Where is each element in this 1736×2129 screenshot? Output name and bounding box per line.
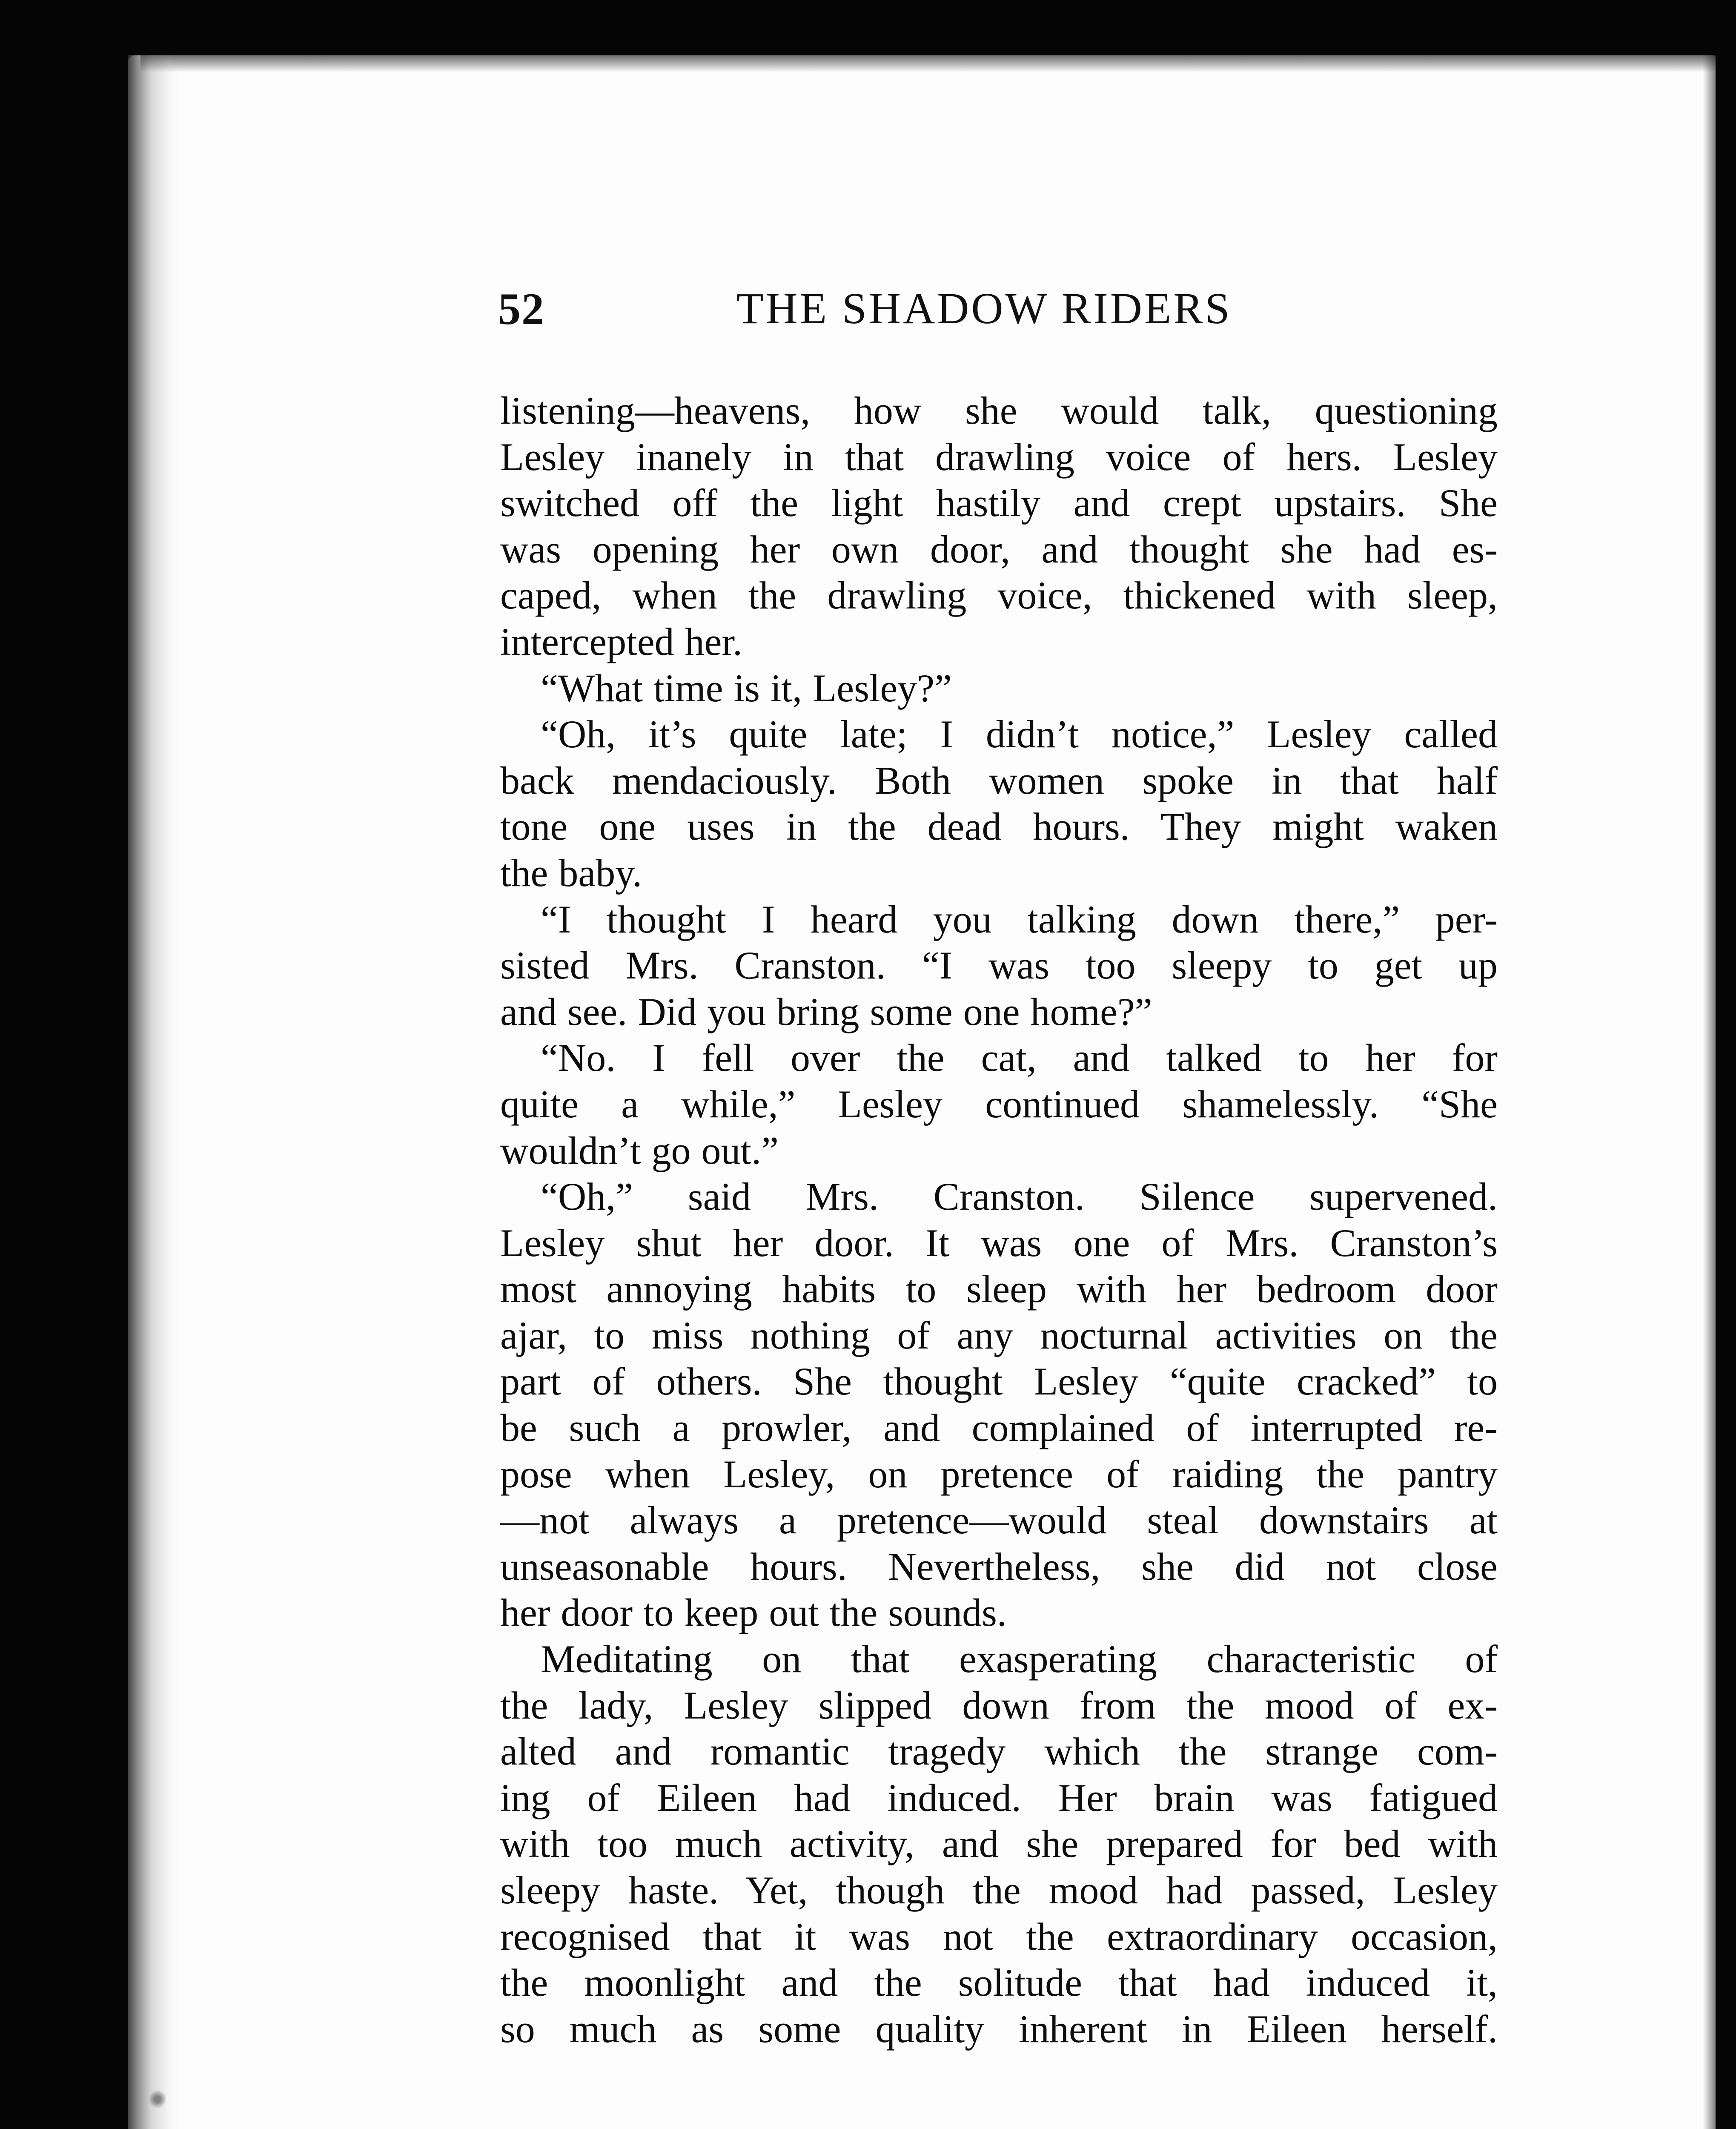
text-line: alted and romantic tragedy which the strange com- xyxy=(500,1730,1498,1773)
ink-speck xyxy=(149,2086,166,2112)
text-line: back mendaciously. Both women spoke in that half xyxy=(500,758,1498,802)
text-line: sisted Mrs. Cranston. “I was too sleepy to get up xyxy=(500,944,1498,987)
page-top-edge xyxy=(140,55,1716,72)
text-line: the moonlight and the solitude that had induced it, xyxy=(500,1961,1498,2005)
text-line: “No. I fell over the cat, and talked to her for xyxy=(541,1036,1498,1080)
body-text xyxy=(500,387,1498,2052)
book-title: THE SHADOW RIDERS xyxy=(736,284,1232,333)
text-line: —not always a pretence—would steal downstairs at xyxy=(500,1498,1498,1542)
text-line: “What time is it, Lesley?” xyxy=(541,666,952,710)
text-line: listening—heavens, how she would talk, questioning xyxy=(500,389,1498,432)
text-line: ajar, to miss nothing of any nocturnal activities on the xyxy=(500,1313,1498,1357)
text-line: so much as some quality inherent in Eileen herself. xyxy=(500,2007,1498,2051)
text-line: ing of Eileen had induced. Her brain was fatigued xyxy=(500,1776,1498,1819)
text-line: “I thought I heard you talking down there,” per- xyxy=(541,897,1498,941)
text-line: was opening her own door, and thought she had es- xyxy=(500,527,1498,571)
text-line: pose when Lesley, on pretence of raiding the pantry xyxy=(500,1452,1498,1496)
text-line: most annoying habits to sleep with her bedroom door xyxy=(500,1267,1498,1311)
text-line: Lesley inanely in that drawling voice of hers. Lesley xyxy=(500,435,1498,479)
text-line: Lesley shut her door. It was one of Mrs. Cranston’s xyxy=(500,1221,1498,1265)
text-line: “Oh,” said Mrs. Cranston. Silence supervened. xyxy=(541,1175,1498,1219)
text-line: quite a while,” Lesley continued shamelessly. “She xyxy=(500,1082,1498,1126)
text-line: intercepted her. xyxy=(500,620,743,663)
text-line: and see. Did you bring some one home?” xyxy=(500,990,1152,1033)
text-line: Meditating on that exasperating characteristic of xyxy=(541,1637,1498,1681)
text-line: unseasonable hours. Nevertheless, she did not close xyxy=(500,1544,1498,1588)
text-line: recognised that it was not the extraordinary occasion, xyxy=(500,1914,1498,1958)
text-line: the baby. xyxy=(500,851,642,895)
text-line: be such a prowler, and complained of interrupted re- xyxy=(500,1406,1498,1450)
page-right-edge xyxy=(1703,55,1716,2129)
text-line: part of others. She thought Lesley “quite cracked” to xyxy=(500,1360,1498,1403)
running-head xyxy=(498,283,1498,347)
text-line: caped, when the drawling voice, thickened with sleep, xyxy=(500,574,1498,617)
text-line: tone one uses in the dead hours. They might waken xyxy=(500,805,1498,849)
text-line: with too much activity, and she prepared for bed with xyxy=(500,1822,1498,1866)
text-line: “Oh, it’s quite late; I didn’t notice,” Lesley called xyxy=(541,712,1498,756)
text-line: the lady, Lesley slipped down from the mood of ex- xyxy=(500,1683,1498,1727)
text-line: her door to keep out the sounds. xyxy=(500,1591,1007,1635)
page-spine-shadow xyxy=(128,55,179,2129)
page-number: 52 xyxy=(498,284,545,334)
text-line: switched off the light hastily and crept upstairs. She xyxy=(500,481,1498,525)
text-line: wouldn’t go out.” xyxy=(500,1128,779,1172)
text-line: sleepy haste. Yet, though the mood had passed, Lesley xyxy=(500,1868,1498,1912)
